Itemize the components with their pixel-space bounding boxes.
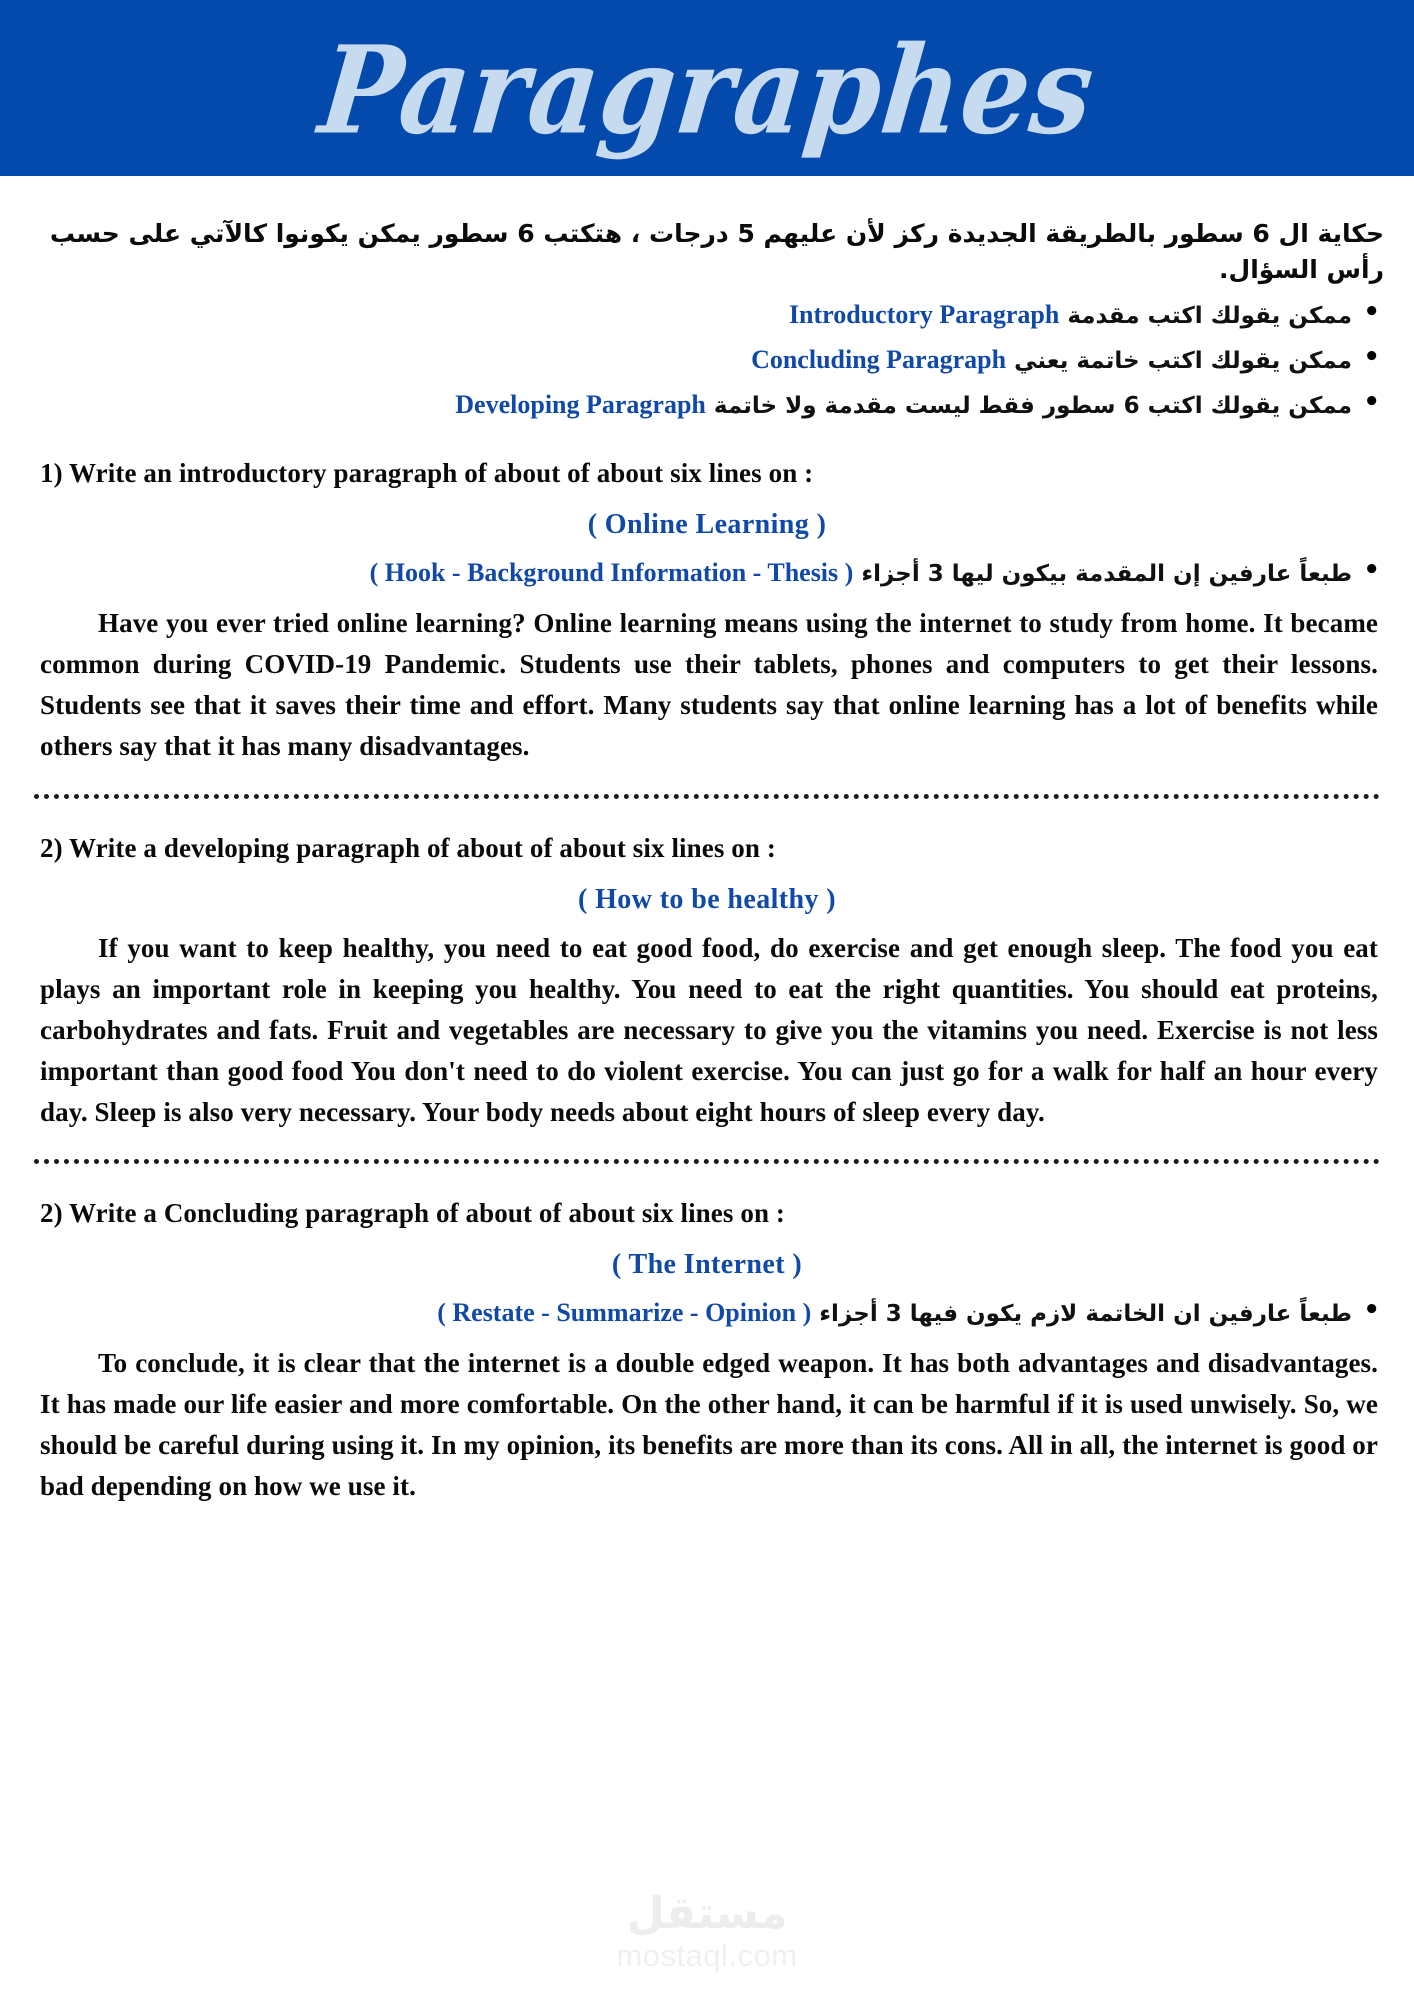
list-item-english-term: Developing Paragraph (455, 390, 706, 419)
hint-english-parts: ( Restate - Summarize - Opinion ) (437, 1297, 812, 1327)
model-answer-paragraph: If you want to keep healthy, you need to eat good food, do exercise and get enough sleep. The food you eat plays an important role in keeping you healthy. You need to eat the right quantities. You should eat proteins, carbohydrates and fats. Fruit and vegetables are necessary to give you the vitamins you need. Exercise is not less important than good food You don't need to do violent exercise. You can just go for a walk for half an hour every day. Sleep is also very necessary. Your body needs about eight hours of sleep every day. (40, 932, 1378, 1127)
hint-arabic-text: طبعاً عارفين ان الخاتمة لازم يكون فيها 3 أجزاء (819, 1300, 1352, 1327)
model-answer-paragraph: To conclude, it is clear that the internet is a double edged weapon. It has both advantages and disadvantages. It has made our life easier and more comfortable. On the other hand, it can be harmful if it is used unwisely. So, we should be careful during using it. In my opinion, its benefits are more than its cons. All in all, the internet is good or bad depending on how we use it. (40, 1348, 1378, 1502)
section-concluding-paragraph (30, 1198, 1384, 1508)
topic-title: ( Online Learning ) (587, 509, 827, 540)
list-item (30, 295, 1384, 334)
topic-title: ( How to be healthy ) (577, 883, 837, 915)
question-heading: 2) Write a developing paragraph of about of about six lines on : (40, 832, 776, 863)
structure-hint-list (30, 555, 1384, 591)
list-item-arabic-label: ممكن يقولك اكتب مقدمة (1067, 303, 1352, 329)
section-introductory-paragraph (30, 458, 1384, 768)
list-item (30, 385, 1384, 424)
question-heading: 1) Write an introductory paragraph of about of about six lines on : (40, 458, 814, 488)
mostaql-watermark (0, 1887, 1414, 1976)
section-divider (34, 1159, 1380, 1164)
list-item-arabic-label: ممكن يقولك اكتب 6 سطور فقط ليست مقدمة ولا خاتمة (713, 393, 1352, 419)
list-item-english-term: Concluding Paragraph (751, 345, 1007, 374)
watermark-arabic-logo: مستقل (626, 1887, 788, 1939)
page-header-banner (0, 0, 1414, 176)
document-body (0, 216, 1414, 1507)
hint-english-parts: ( Hook - Background Information - Thesis ) (369, 558, 854, 587)
question-heading: 2) Write a Concluding paragraph of about of about six lines on : (40, 1197, 785, 1228)
topic-title: ( The Internet ) (611, 1248, 803, 1280)
hint-arabic-text: طبعاً عارفين إن المقدمة بيكون ليها 3 أجزاء (861, 561, 1352, 587)
watermark-domain: mostaql.com (616, 1937, 798, 1973)
list-item (30, 340, 1384, 379)
section-divider (34, 794, 1380, 799)
arabic-intro-note: حكاية ال 6 سطور بالطريقة الجديدة ركز لأن عليهم 5 درجات ، هتكتب 6 سطور يمكن يكونوا كالآتي على حسب رأس السؤال. (49, 219, 1384, 284)
list-item-arabic-label: ممكن يقولك اكتب خاتمة يعني (1014, 348, 1352, 374)
list-item (30, 1295, 1384, 1331)
paragraph-types-list (30, 295, 1384, 424)
model-answer-paragraph: Have you ever tried online learning? Online learning means using the internet to study from home. It became common during COVID-19 Pandemic. Students use their tablets, phones and computers to get their lessons. Students see that it saves their time and effort. Many students say that online learning has a lot of benefits while others say that it has many disadvantages. (40, 608, 1378, 762)
page-title: Paragraphes (313, 20, 1101, 162)
structure-hint-list (30, 1295, 1384, 1331)
section-developing-paragraph (30, 833, 1384, 1133)
list-item (30, 555, 1384, 591)
list-item-english-term: Introductory Paragraph (788, 300, 1060, 329)
